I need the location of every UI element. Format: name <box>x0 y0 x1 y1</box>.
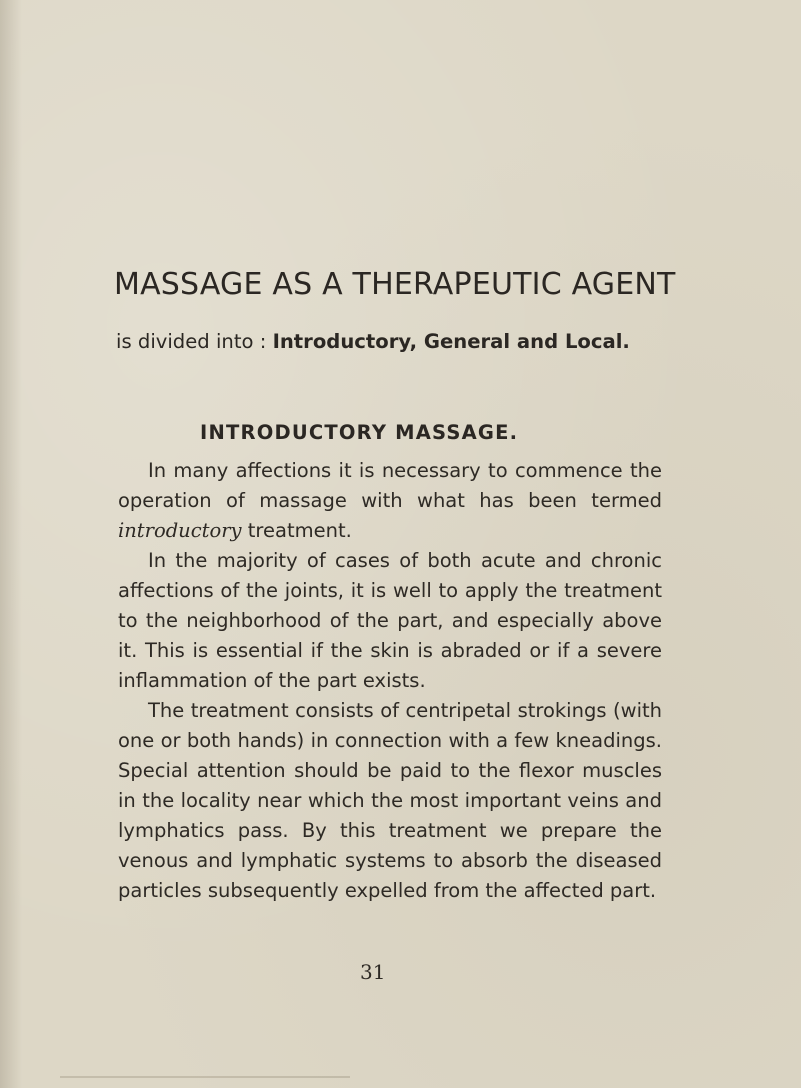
paragraph-1 <box>118 456 662 546</box>
body-text <box>118 456 662 906</box>
paragraph-1-text-end: treatment. <box>241 519 352 542</box>
subtitle-emphasis: Introductory, General and Local. <box>272 330 630 353</box>
page-edge-shadow <box>0 0 22 1088</box>
paragraph-2: In the majority of cases of both acute and chronic affections of the joints, it is well to apply the treatment to the neighborhood of the part, and especially above it. This is essential if the skin is abraded or if a severe inflammation of the part exists. <box>118 549 662 692</box>
chapter-title: MASSAGE AS A THERAPEUTIC AGENT <box>114 267 676 302</box>
section-heading: INTRODUCTORY MASSAGE. <box>200 421 519 444</box>
chapter-subtitle <box>116 322 676 362</box>
page-number: 31 <box>360 960 386 984</box>
paragraph-1-italic-term: introductory <box>118 519 242 542</box>
subtitle-prefix: is divided into : <box>116 330 273 353</box>
paragraph-1-text-start: In many affections it is necessary to commence the operation of massage with what has been termed <box>118 459 662 512</box>
page-bottom-edge <box>60 1076 350 1078</box>
paragraph-3: The treatment consists of centripetal strokings (with one or both hands) in connection with a few kneadings. Special attention should be paid to the flexor muscles in the locality near which the most important veins and lymphatics pass. By this treatment we prepare the venous and lymphatic systems to absorb the diseased particles subsequently expelled from the affected part. <box>118 699 662 902</box>
